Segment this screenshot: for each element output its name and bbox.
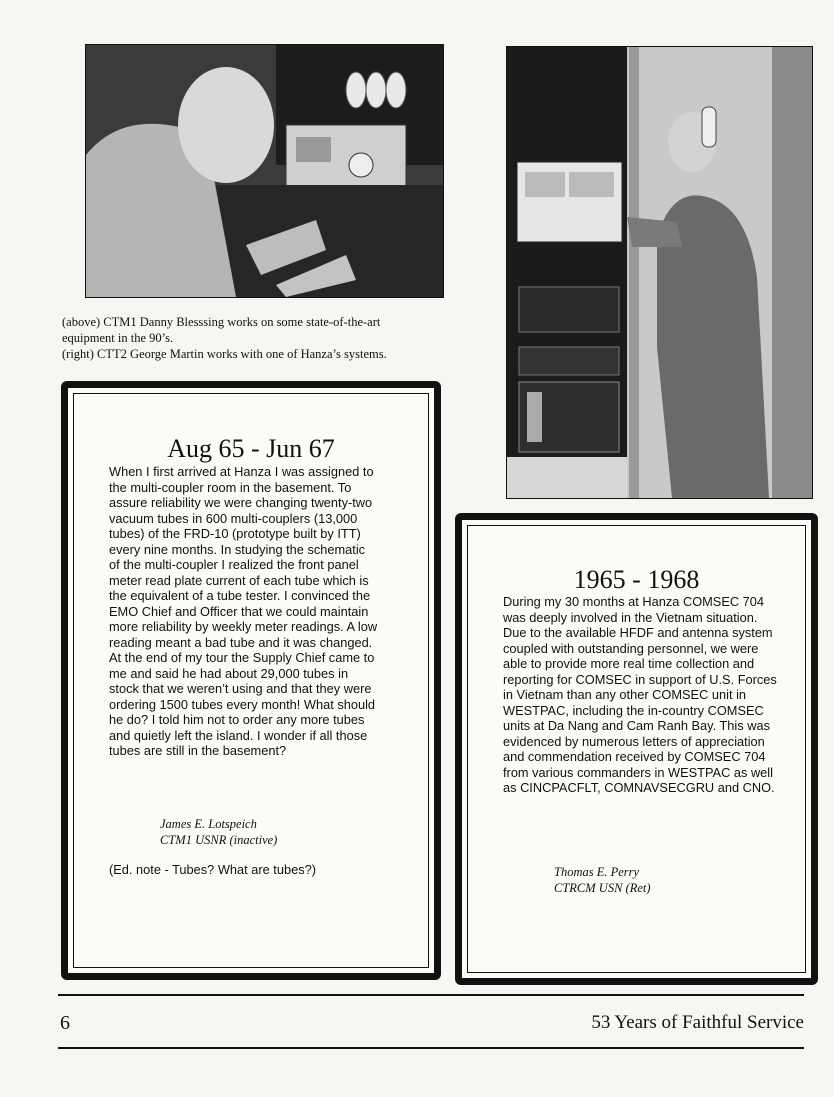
photo-caption xyxy=(62,314,452,362)
caption-line-2: equipment in the 90’s. xyxy=(62,331,174,345)
author-rank: CTM1 USNR (inactive) xyxy=(160,833,278,847)
photo-ctt2-equipment-rack xyxy=(506,46,813,499)
photo-ctm1-equipment xyxy=(85,44,444,298)
footer-rule-top xyxy=(58,994,804,996)
caption-line-1: (above) CTM1 Danny Blesssing works on some state-of-the-art xyxy=(62,315,381,329)
footer-title: 53 Years of Faithful Service xyxy=(591,1012,804,1033)
editor-note: (Ed. note - Tubes? What are tubes?) xyxy=(109,862,316,877)
story-body: During my 30 months at Hanza COMSEC 704 was deeply involved in the Vietnam situation. Due to the available HFDF and antenna system coupled with outstanding personnel, we were able to provide more real time collection and reporting for COMSEC in support of U.S. Forces in Vietnam than any other COMSEC unit in WESTPAC, including the in-country COMSEC units at Da Nang and Cam Ranh Bay. This was evidenced by numerous letters of appreciation and commendation received by COMSEC 704 from various commanders in WESTPAC as well as CINCPACFLT, COMNAVSECGRU and CNO. xyxy=(503,594,777,795)
story-body: When I first arrived at Hanza I was assigned to the multi-coupler room in the basement. To assure reliability we were changing twenty-two vacuum tubes in 600 multi-couplers (13,000 tubes) of the FRD-10 (prototype built by ITT) every nine months. In studying the schematic of the multi-coupler I realized the front panel meter read plate current of each tube which is the equivalent of a tube tester. I convinced the EMO Chief and Officer that we could maintain more reliability by weekly meter readings. A low reading meant a bad tube and it was changed. At the end of my tour the Supply Chief came to me and said he had about 29,000 tubes in stock that we weren’t using and that they were ordering 1500 tubes every month! What should he do? I told him not to order any more tubes and quietly left the island. I wonder if all those tubes are still in the basement? xyxy=(109,464,378,758)
story-box-1965-1968 xyxy=(455,513,818,985)
story-signature xyxy=(160,816,277,848)
author-rank: CTRCM USN (Ret) xyxy=(554,881,651,895)
author-name: Thomas E. Perry xyxy=(554,865,640,879)
story-box-aug65-jun67 xyxy=(61,381,441,980)
story-title: 1965 - 1968 xyxy=(573,565,700,594)
caption-line-3: (right) CTT2 George Martin works with one of Hanza’s systems. xyxy=(62,347,387,361)
author-name: James E. Lotspeich xyxy=(160,817,257,831)
footer-rule-bottom xyxy=(58,1047,804,1049)
story-title: Aug 65 - Jun 67 xyxy=(167,434,335,463)
story-signature xyxy=(554,864,651,896)
page-number: 6 xyxy=(60,1012,70,1034)
